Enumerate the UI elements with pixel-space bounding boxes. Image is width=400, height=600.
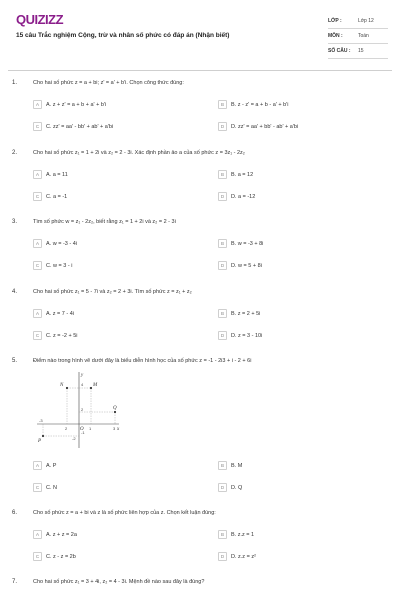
label-q: Q <box>113 406 117 411</box>
option-letter: A <box>33 461 42 470</box>
option-d[interactable] <box>218 260 262 271</box>
tick-x1: 1 <box>89 426 92 431</box>
label-origin: O <box>80 427 84 432</box>
question-number: 5. <box>12 358 18 364</box>
option-b[interactable] <box>218 169 253 180</box>
option-text: D. a = -12 <box>231 193 256 200</box>
question-number: 4. <box>12 289 18 295</box>
option-text: B. z.z = 1 <box>231 531 255 538</box>
label-p: P <box>38 439 42 444</box>
option-text: A. z + z' = a + b + a' + b'i <box>46 101 107 108</box>
option-letter: D <box>218 552 227 561</box>
option-text: C. z - z = 2b <box>46 553 76 560</box>
option-text: A. z = 7 - 4i <box>46 310 74 317</box>
tick-x3: 3 <box>113 426 116 431</box>
option-letter: A <box>33 530 42 539</box>
point-p <box>42 435 44 437</box>
point-m <box>90 387 92 389</box>
option-b[interactable] <box>218 308 260 319</box>
option-letter: C <box>33 261 42 270</box>
option-letter: A <box>33 170 42 179</box>
option-letter: B <box>218 461 227 470</box>
tick-x2: 2 <box>65 426 68 431</box>
option-text: C. w = 3 - i <box>46 262 73 269</box>
option-letter: A <box>33 100 42 109</box>
option-letter: D <box>218 261 227 270</box>
option-letter: B <box>218 239 227 248</box>
option-text: B. a = 12 <box>231 171 254 178</box>
question-text: Điểm nào trong hình vẽ dưới đây là biểu diễn hình học của số phức z = -1 - 2i3 + i - 2 + 6i <box>33 358 252 364</box>
complex-plane-figure <box>33 368 123 450</box>
option-d[interactable] <box>218 121 298 132</box>
option-d[interactable] <box>218 551 256 562</box>
option-text: D. w = 5 + 8i <box>231 262 262 269</box>
point-n <box>66 387 68 389</box>
option-b[interactable] <box>218 529 254 540</box>
option-text: B. w = -3 + 8i <box>231 240 264 247</box>
option-letter: D <box>218 122 227 131</box>
tick-ym2: -2 <box>72 436 76 441</box>
question-text: Cho hai số phức z₁ = 3 + 4i, z₂ = 4 - 3i. Mệnh đề nào sau đây là đúng? <box>33 579 205 585</box>
question-text: Cho số phức z = a + bi và z là số phức liên hợp của z. Chọn kết luận đúng: <box>33 510 216 516</box>
option-b[interactable] <box>218 99 288 110</box>
option-letter: C <box>33 122 42 131</box>
option-text: C. z = -2 + 5i <box>46 332 78 339</box>
option-letter: A <box>33 309 42 318</box>
option-a[interactable] <box>33 308 74 319</box>
option-a[interactable] <box>33 99 106 110</box>
question-number: 3. <box>12 219 18 225</box>
option-text: A. P <box>46 462 57 469</box>
tick-y2: 2 <box>81 407 84 412</box>
info-value: Lớp 12 <box>358 18 374 24</box>
option-letter: C <box>33 483 42 492</box>
option-letter: C <box>33 552 42 561</box>
option-a[interactable] <box>33 460 56 471</box>
label-x: x <box>117 427 120 432</box>
question-number: 7. <box>12 579 18 585</box>
label-m: M <box>93 383 98 388</box>
label-y: y <box>81 373 84 378</box>
option-letter: A <box>33 239 42 248</box>
option-c[interactable] <box>33 330 78 341</box>
option-letter: D <box>218 331 227 340</box>
question-text: Cho hai số phức z = a + bi; z' = a' + b'i. Chọn công thức đúng: <box>33 80 184 86</box>
question-text: Cho hai số phức z₁ = 5 - 7i và z₂ = 2 + 3i. Tìm số phức z = z₁ + z₂ <box>33 289 192 295</box>
option-c[interactable] <box>33 121 113 132</box>
option-text: A. a = 11 <box>46 171 68 178</box>
option-c[interactable] <box>33 482 57 493</box>
label-n: N <box>60 383 64 388</box>
page-title: 15 câu Trắc nghiệm Cộng, trừ và nhân số phức có đáp án (Nhận biết) <box>16 32 230 39</box>
option-letter: D <box>218 192 227 201</box>
info-key: SỐ CÂU : <box>328 48 351 54</box>
option-d[interactable] <box>218 330 262 341</box>
option-text: A. w = -3 - 4i <box>46 240 78 247</box>
option-a[interactable] <box>33 169 68 180</box>
option-letter: B <box>218 530 227 539</box>
option-text: C. zz' = aa' - bb' + ab' + a'bi <box>46 123 114 130</box>
option-text: D. z.z = z² <box>231 553 256 560</box>
option-letter: C <box>33 192 42 201</box>
option-text: D. Q <box>231 484 243 491</box>
tick-y4: 4 <box>81 382 84 387</box>
tick-ym1: -1 <box>81 430 85 435</box>
option-text: D. zz' = aa' + bb' - ab' + a'bi <box>231 123 299 130</box>
option-text: B. M <box>231 462 243 469</box>
option-d[interactable] <box>218 191 255 202</box>
option-a[interactable] <box>33 529 77 540</box>
option-d[interactable] <box>218 482 242 493</box>
question-number: 2. <box>12 150 18 156</box>
option-text: B. z - z' = a + b - a' + b'i <box>231 101 289 108</box>
option-letter: B <box>218 100 227 109</box>
question-number: 6. <box>12 510 18 516</box>
info-row-subject <box>328 29 388 44</box>
question-number: 1. <box>12 80 18 86</box>
question-text: Cho hai số phức z₁ = 1 + 2i và z₂ = 2 - 3i. Xác định phần ảo a của số phức z = 3z₁ - 2z₂ <box>33 150 245 156</box>
info-value: 15 <box>358 48 364 54</box>
option-text: C. N <box>46 484 57 491</box>
option-letter: D <box>218 483 227 492</box>
option-b[interactable] <box>218 238 263 249</box>
tick-xm3: -3 <box>39 418 43 423</box>
option-letter: B <box>218 170 227 179</box>
info-value: Toán <box>358 33 369 39</box>
option-c[interactable] <box>33 260 72 271</box>
option-c[interactable] <box>33 551 76 562</box>
option-text: B. z = 2 + 5i <box>231 310 261 317</box>
info-row-count <box>328 44 388 59</box>
option-letter: B <box>218 309 227 318</box>
header-divider <box>8 70 392 71</box>
option-a[interactable] <box>33 238 77 249</box>
option-b[interactable] <box>218 460 242 471</box>
info-key: LỚP : <box>328 18 342 24</box>
point-q <box>114 411 116 413</box>
option-text: C. a = -1 <box>46 193 68 200</box>
question-text: Tìm số phức w = z₁ - 2z₂, biết rằng z₁ = 1 + 2i và z₂ = 2 - 3i <box>33 219 176 225</box>
info-table <box>328 14 388 59</box>
info-key: MÔN : <box>328 33 343 39</box>
quizizz-logo[interactable]: QUIZIZZ <box>16 12 64 27</box>
option-text: A. z + z = 2a <box>46 531 77 538</box>
option-text: D. z = 3 - 10i <box>231 332 263 339</box>
info-row-class <box>328 14 388 29</box>
option-c[interactable] <box>33 191 67 202</box>
option-letter: C <box>33 331 42 340</box>
